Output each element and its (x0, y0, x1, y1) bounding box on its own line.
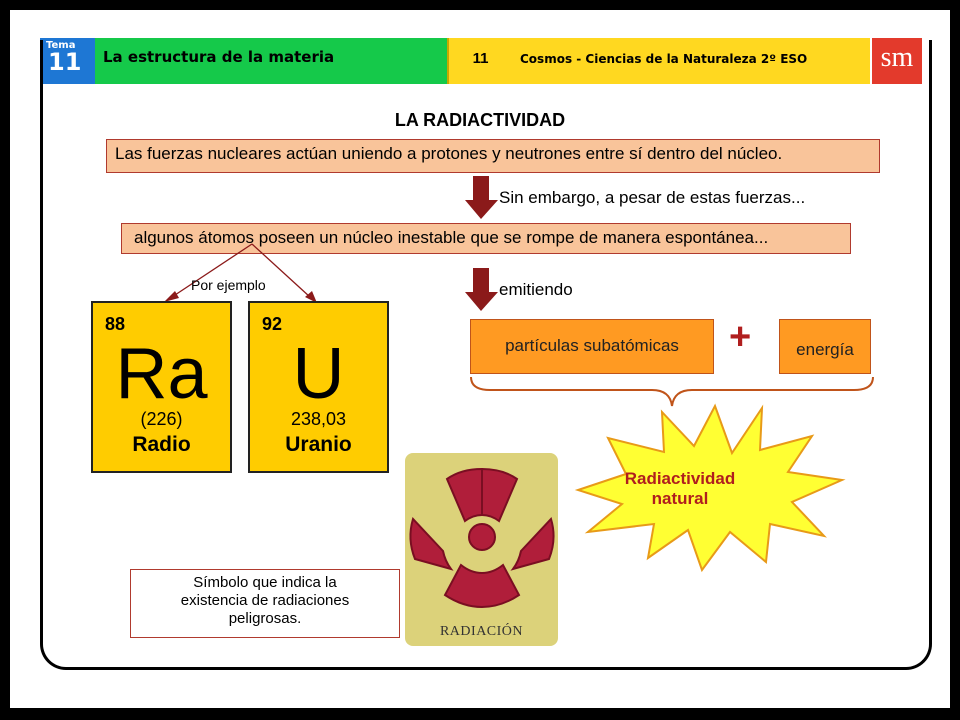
atomic-mass: (226) (140, 409, 183, 429)
example-connector-arrows (160, 242, 320, 304)
statement-box: Las fuerzas nucleares actúan uniendo a protones y neutrones entre sí dentro del núcleo. (106, 139, 880, 173)
symbol-caption (130, 569, 400, 638)
element-symbol: Ra (115, 334, 208, 414)
down-arrow-icon (465, 176, 499, 220)
example-label: Por ejemplo (191, 277, 266, 293)
particles-box: partículas subatómicas (470, 319, 714, 374)
tema-label: Tema (46, 40, 76, 51)
element-card-radium (91, 301, 232, 473)
slide (10, 10, 950, 708)
burst-line-1: Radiactividad (624, 469, 736, 488)
radiation-trefoil-icon (405, 453, 558, 623)
unit-number: 11 (472, 50, 489, 67)
element-card-uranium (248, 301, 389, 473)
atomic-mass: 238,03 (290, 409, 347, 429)
atomic-number: 88 (105, 314, 126, 334)
element-name: Uranio (285, 433, 352, 456)
radiation-label: RADIACIÓN (439, 624, 524, 639)
element-symbol: U (292, 334, 345, 414)
book-title: Cosmos - Ciencias de la Naturaleza 2º ESO (520, 52, 808, 66)
header-title: La estructura de la materia (103, 48, 335, 66)
burst-line-2: natural (651, 489, 709, 508)
publisher-logo-text: sm (880, 42, 914, 73)
caption-line-2: existencia de radiaciones (180, 592, 350, 609)
plus-sign: + (729, 316, 752, 358)
transition-text-2: emitiendo (499, 280, 573, 299)
energy-box: energía (779, 319, 871, 374)
page-title: LA RADIACTIVIDAD (394, 110, 566, 130)
down-arrow-icon (465, 268, 499, 312)
transition-text-1: Sin embargo, a pesar de estas fuerzas... (499, 188, 806, 207)
atomic-number: 92 (262, 314, 283, 334)
unstable-nucleus-box: algunos átomos poseen un núcleo inestable que se rompe de manera espontánea... (121, 223, 851, 254)
natural-radioactivity-label (590, 469, 770, 509)
caption-line-1: Símbolo que indica la (193, 574, 337, 591)
element-name: Radio (132, 433, 191, 456)
tema-number: 11 (48, 48, 82, 76)
radiation-sign (405, 453, 558, 646)
caption-line-3: peligrosas. (228, 610, 302, 627)
